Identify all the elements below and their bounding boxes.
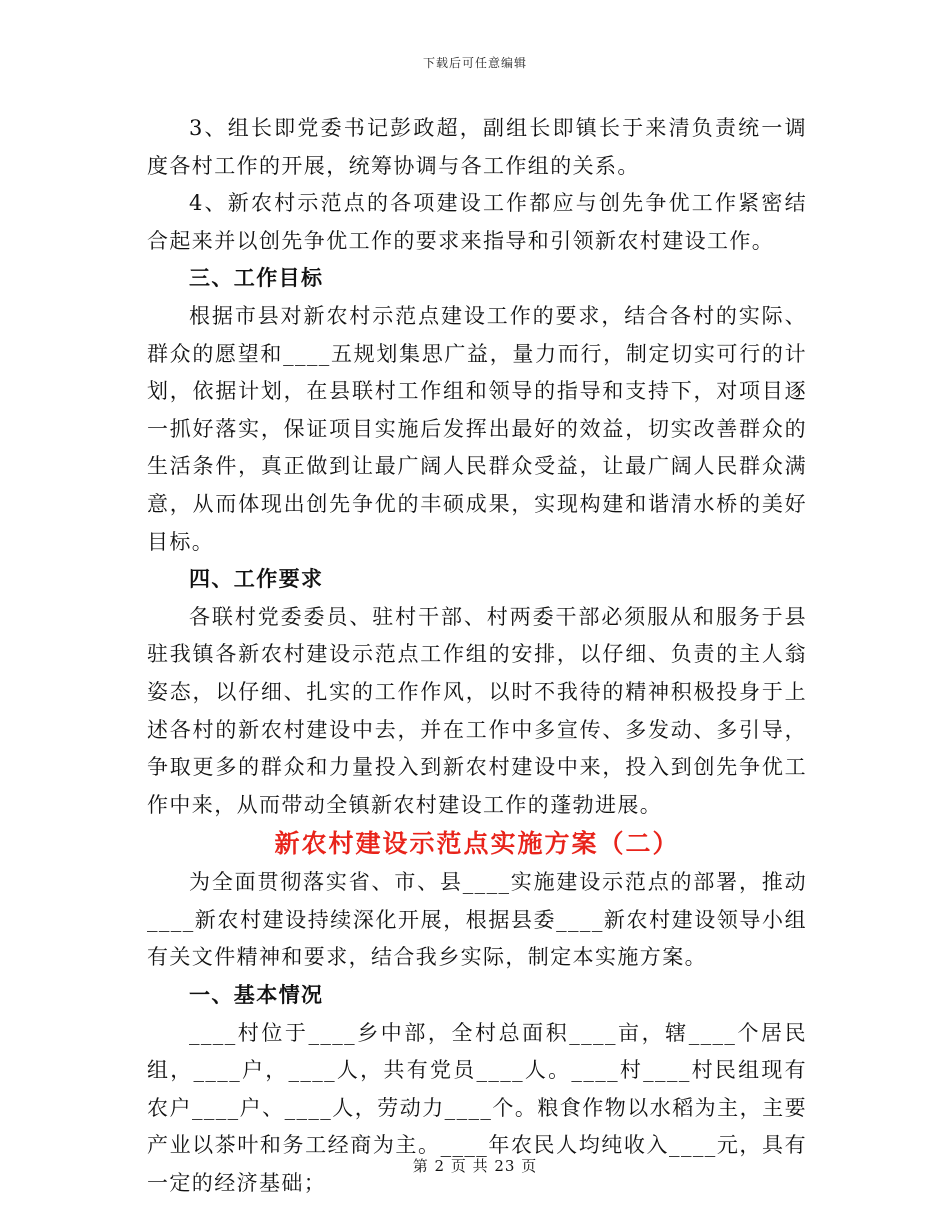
document-intro: 为全面贯彻落实省、市、县____实施建设示范点的部署，推动____新农村建设持续深化开展，根据县委____新农村建设领导小组有关文件精神和要求，结合我乡实际，制定本实施方案。 xyxy=(147,870,807,970)
section-heading-basic-situation: 一、基本情况 xyxy=(189,983,324,1008)
section-body-work-goals: 根据市县对新农村示范点建设工作的要求，结合各村的实际、群众的愿望和____五规划集思广益，量力而行，制定切实可行的计划，依据计划，在县联村工作组和领导的指导和支持下，对项目逐一抓好落实，保证项目实施后发挥出最好的效益，切实改善群众的生活条件，真正做到让最广阔人民群众受益，让最广阔人民群众满意，从而体现出创先争优的丰硕成果，实现构建和谐清水桥的美好目标。 xyxy=(147,303,807,554)
page-header: 下载后可任意编辑 xyxy=(422,56,527,70)
page-number-footer: 第 2 页 共 23 页 xyxy=(412,1157,538,1175)
section-heading-work-goals: 三、工作目标 xyxy=(189,266,324,291)
section-body-work-requirements: 各联村党委委员、驻村干部、村两委干部必须服从和服务于县驻我镇各新农村建设示范点工作组的安排，以仔细、负责的主人翁姿态，以仔细、扎实的工作作风，以时不我待的精神积极投身于上述各村的新农村建设中去，并在工作中多宣传、多发动、多引导，争取更多的群众和力量投入到新农村建设中来，投入到创先争优工作中来，从而带动全镇新农村建设工作的蓬勃进展。 xyxy=(147,604,807,817)
document-body xyxy=(147,110,807,1203)
paragraph-item-4: 4、新农村示范点的各项建设工作都应与创先争优工作紧密结合起来并以创先争优工作的要求来指导和引领新农村建设工作。 xyxy=(147,191,807,253)
section-body-basic-situation: ____村位于____乡中部，全村总面积____亩，辖____个居民组，____户，____人，共有党员____人。____村____村民组现有农户____户、____人，劳动力____个。粮食作物以水稻为主，主要产业以茶叶和务工经商为主。____年农民人均纯收入____元，具有一定的经济基础； xyxy=(147,1020,807,1196)
paragraph-item-3: 3、组长即党委书记彭政超，副组长即镇长于来清负责统一调度各村工作的开展，统筹协调与各工作组的关系。 xyxy=(147,116,807,178)
section-heading-work-requirements: 四、工作要求 xyxy=(189,567,324,592)
document-title: 新农村建设示范点实施方案（二） xyxy=(274,829,680,859)
